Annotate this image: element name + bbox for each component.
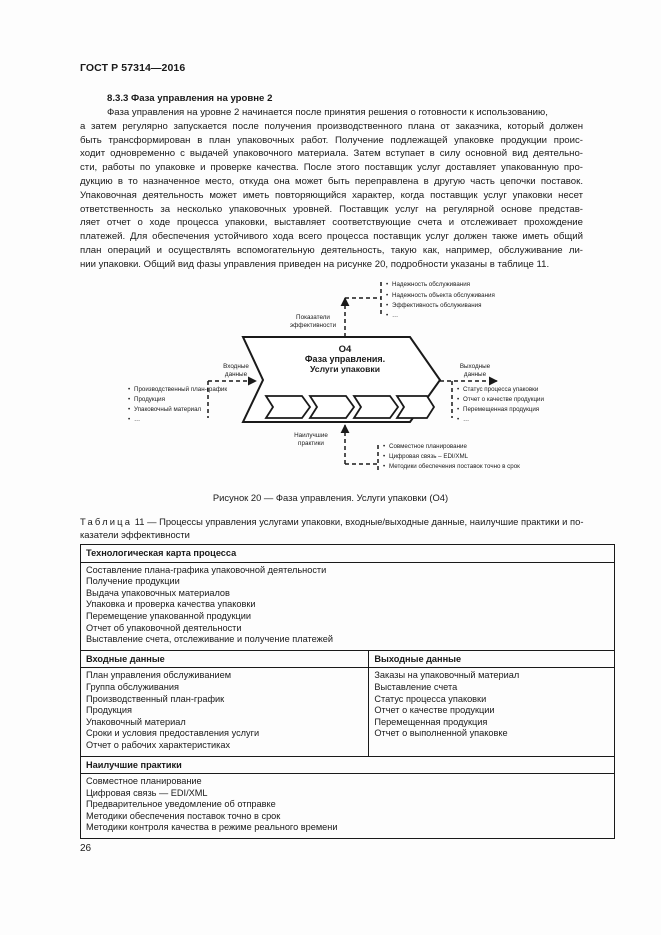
input-item: Продукция <box>134 396 165 403</box>
input-bullet: • <box>128 406 131 413</box>
body-line: ляет отчет о ходе процесса упаковки, выставляет соответствующие счета и отслеживает прохождение <box>80 217 583 229</box>
list-item: Методики обеспечения поставок точно в срок <box>86 810 281 821</box>
practice-label: Наилучшие <box>294 432 328 439</box>
body-line: быть трансформирован в план упаковочных работ. Получение подлежащей упаковке продукции проис- <box>80 134 583 146</box>
list-item: Заказы на упаковочный материал <box>374 670 520 681</box>
body-paragraph <box>80 106 583 272</box>
table-caption <box>80 515 620 541</box>
process-map-list <box>86 565 609 646</box>
process-title-line2: Услуги упаковки <box>309 364 381 374</box>
practice-item: Методики обеспечения поставок точно в срок <box>389 463 520 470</box>
practice-bullet: • <box>383 453 386 460</box>
list-item: Отчет о качестве продукции <box>374 705 495 716</box>
list-item: Отчет о выполненной упаковке <box>374 728 508 739</box>
inputs-list <box>86 670 363 751</box>
body-line: ответственность за несколько упаковочных уровней. Поставщик услуг на регулярной основе представ- <box>80 203 583 215</box>
standard-code: ГОСТ Р 57314—2016 <box>80 62 186 74</box>
practice-label: практики <box>298 440 324 447</box>
practices-header: Наилучшие практики <box>81 756 615 774</box>
kpi-item: … <box>392 312 399 319</box>
list-item: Сроки и условия предоставления услуги <box>86 728 260 739</box>
kpi-item: Надежность объекта обслуживания <box>392 292 495 299</box>
inputs-header: Входные данные <box>81 650 369 668</box>
practice-list <box>383 443 520 470</box>
output-label: Выходные <box>459 363 491 370</box>
outputs-header: Выходные данные <box>369 650 615 668</box>
input-label: данные <box>224 371 248 378</box>
process-title-line1: Фаза управления. <box>304 354 386 364</box>
process-map-cell <box>81 562 615 650</box>
list-item: Отчет о рабочих характеристиках <box>86 739 231 750</box>
list-item: Производственный план-график <box>86 693 225 704</box>
list-item: Отчет об упаковочной деятельности <box>86 622 242 633</box>
list-item: Упаковка и проверка качества упаковки <box>86 599 256 610</box>
kpi-label: эффективности <box>289 322 337 329</box>
kpi-label: Показатели <box>296 314 330 321</box>
list-item: Статус процесса упаковки <box>374 693 487 704</box>
output-bullet: • <box>457 406 460 413</box>
output-item: … <box>463 416 470 423</box>
outputs-cell <box>369 668 615 756</box>
practice-item: Совместное планирование <box>389 443 467 450</box>
io-header-row <box>81 650 615 668</box>
list-item: Упаковочный материал <box>86 716 186 727</box>
process-figure <box>0 270 661 470</box>
kpi-item: Надежность обслуживания <box>392 281 471 288</box>
kpi-bullet: • <box>386 312 389 319</box>
io-row <box>81 668 615 756</box>
practices-row <box>81 774 615 839</box>
list-item: Перемещение упакованной продукции <box>86 610 252 621</box>
body-line: дукцию в то назначенное место, откуда она может быть переправлена в другую часть цепочки поставок. <box>80 175 583 187</box>
process-table <box>80 544 615 839</box>
kpi-bullet: • <box>386 281 389 288</box>
kpi-bullet: • <box>386 292 389 299</box>
body-line: ходит одновременно с выдачей упаковочного материала. Затем вступает в силу основной вид деятельно- <box>80 148 583 160</box>
list-item: Выставление счета <box>374 681 458 692</box>
input-item: Производственный план-график <box>134 386 228 393</box>
list-item: План управления обслуживанием <box>86 670 232 681</box>
process-map-header-row <box>81 545 615 563</box>
list-item: Продукция <box>86 705 132 716</box>
process-step <box>266 396 310 418</box>
output-label: данные <box>463 371 487 378</box>
output-item: Статус процесса упаковки <box>463 386 539 393</box>
input-bullet: • <box>128 396 131 403</box>
input-bullet: • <box>128 386 131 393</box>
body-line: платежей. Для обеспечения устойчивого хода всего процесса поставщик услуг должен также иметь общий <box>80 231 583 243</box>
process-step <box>354 396 398 418</box>
output-item: Перемещенная продукция <box>463 406 540 413</box>
list-item: Выдача упаковочных материалов <box>86 587 230 598</box>
body-line: Фаза управления на уровне 2 начинается после принятия решения о готовности к использованию, <box>107 107 548 118</box>
table-caption-text: 11 — Процессы управления услугами упаковки, входные/выходные данные, наилучшие практики и по- <box>134 516 584 527</box>
table-caption-prefix: Таблица <box>80 516 133 527</box>
table-caption-text-cont: казатели эффективности <box>80 529 190 540</box>
section-heading: 8.3.3 Фаза управления на уровне 2 <box>107 93 273 104</box>
list-item: Получение продукции <box>86 576 180 587</box>
list-item: Цифровая связь — EDI/XML <box>86 787 208 798</box>
list-item: Предварительное уведомление об отправке <box>86 799 276 810</box>
kpi-list <box>386 281 495 319</box>
list-item: Совместное планирование <box>86 776 202 787</box>
list-item: Выставление счета, отслеживание и получение платежей <box>86 634 333 645</box>
list-item: Перемещенная продукция <box>374 716 488 727</box>
list-item: Методики контроля качества в режиме реального времени <box>86 822 338 833</box>
process-diagram <box>0 270 661 470</box>
list-item: Группа обслуживания <box>86 681 179 692</box>
input-bullet: • <box>128 416 131 423</box>
input-item: … <box>134 416 141 423</box>
practice-bullet: • <box>383 463 386 470</box>
output-bullet: • <box>457 386 460 393</box>
output-bullet: • <box>457 396 460 403</box>
inputs-cell <box>81 668 369 756</box>
outputs-list <box>374 670 609 740</box>
input-list <box>128 386 227 423</box>
practices-header-row <box>81 756 615 774</box>
practices-cell <box>81 774 615 839</box>
list-item: Составление плана-графика упаковочной деятельности <box>86 564 327 575</box>
figure-caption: Рисунок 20 — Фаза управления. Услуги упаковки (О4) <box>212 492 449 503</box>
output-item: Отчет о качестве продукции <box>463 396 544 403</box>
input-label: Входные <box>223 363 249 370</box>
practices-list <box>86 776 609 834</box>
process-map-header: Технологическая карта процесса <box>81 545 615 563</box>
practice-bullet: • <box>383 443 386 450</box>
process-code: О4 <box>338 344 352 355</box>
practice-item: Цифровая связь – EDI/XML <box>389 453 469 460</box>
process-map-row <box>81 562 615 650</box>
body-line: сти, работы по упаковке и проверке качества. После этого поставщик услуг доставляет упакованную про- <box>80 162 583 174</box>
process-step <box>310 396 354 418</box>
output-bullet: • <box>457 416 460 423</box>
input-item: Упаковочный материал <box>134 406 202 413</box>
kpi-bullet: • <box>386 302 389 309</box>
body-line: нии упаковки. Общий вид фазы управления приведен на рисунке 20, подробности указаны в таблице 11. <box>80 258 550 270</box>
page-number: 26 <box>80 843 92 854</box>
body-line: а затем регулярно запускается после получения производственного плана от заказчика, который должен <box>80 120 583 132</box>
kpi-item: Эффективность обслуживания <box>392 302 482 309</box>
body-line: Упаковочная деятельность может иметь повторяющийся характер, когда поставщик услуг упаковки несет <box>80 189 583 201</box>
output-list <box>457 386 544 423</box>
body-line: план операций и осуществлять вспомогательную деятельность, такую как, например, обслуживание ли- <box>80 244 583 256</box>
